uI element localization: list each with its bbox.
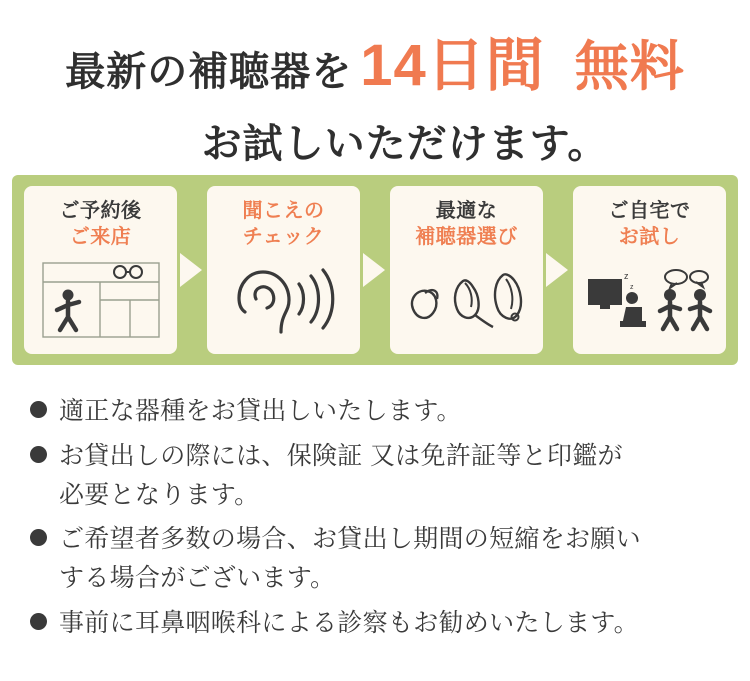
step-arrow-3 [545, 253, 571, 287]
note-text-1: 適正な器種をお貸出しいたします。 [59, 397, 462, 425]
headline-emphasis [360, 18, 685, 102]
headline-line-1 [0, 18, 750, 102]
step-2-title-bottom: チェック [242, 226, 325, 249]
step-4-title-top: ご自宅で [608, 200, 691, 222]
step-3-art [390, 251, 543, 354]
svg-text:z: z [629, 283, 633, 291]
step-1-art [24, 251, 177, 354]
headline-free-word: 無料 [574, 37, 685, 97]
step-1-title-top: ご予約後 [59, 200, 142, 222]
step-arrow-2 [362, 253, 388, 287]
step-arrow-1 [179, 253, 205, 287]
step-2-title [243, 198, 325, 251]
note-text-3: ご希望者多数の場合、お貸出し期間の短縮をお願い する場合がございます。 [59, 525, 641, 592]
bullet-dot-icon [30, 529, 47, 546]
store-entrance-icon [42, 262, 160, 343]
note-text-4: 事前に耳鼻咽喉科による診察もお勧めいたします。 [59, 608, 639, 637]
step-card-2 [207, 186, 360, 354]
bullet-dot-icon [30, 401, 47, 418]
step-4-art [573, 251, 726, 354]
page-headline [0, 0, 750, 169]
step-card-1 [24, 186, 177, 354]
step-1-title-bottom: ご来店 [69, 226, 132, 249]
headline-line-2: お試しいただけます。 [201, 122, 609, 166]
svg-text:z: z [623, 270, 628, 281]
step-card-3 [390, 186, 543, 354]
steps-band [12, 175, 738, 365]
notes-list [30, 392, 730, 649]
note-text-2: お貸出しの際には、保険証 又は免許証等と印鑑が 必要となります。 [59, 441, 623, 509]
headline-trial-days: 14日間 [360, 33, 545, 98]
step-3-title-bottom: 補聴器選び [415, 226, 518, 249]
bullet-dot-icon [30, 613, 47, 630]
step-1-title [60, 198, 142, 251]
step-2-title-top: 聞こえの [242, 200, 325, 222]
step-3-title [415, 198, 518, 251]
headline-lead-text: 最新の補聴器を [65, 50, 353, 94]
list-item [30, 392, 730, 431]
step-2-art [207, 251, 360, 354]
home-trial-icon [584, 265, 716, 340]
hearing-aids-icon [403, 265, 531, 340]
step-3-title-top: 最適な [435, 200, 498, 222]
list-item [30, 604, 730, 643]
step-4-title-bottom: お試し [618, 226, 681, 249]
step-4-title [609, 198, 691, 251]
list-item [30, 520, 730, 598]
ear-hearing-icon [229, 262, 339, 343]
bullet-dot-icon [30, 446, 47, 463]
list-item [30, 437, 730, 515]
step-card-4 [573, 186, 726, 354]
